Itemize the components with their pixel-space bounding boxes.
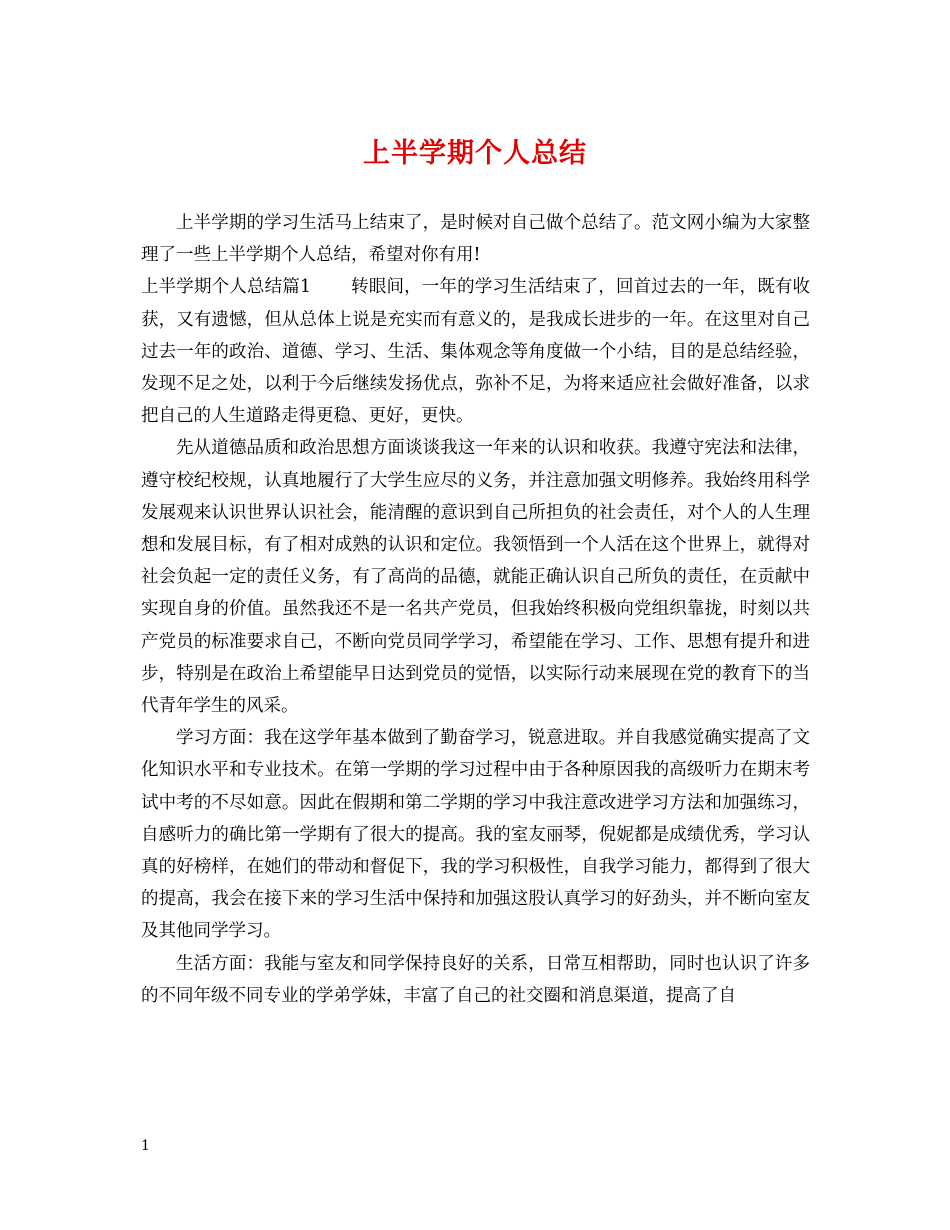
section-heading: 上半学期个人总结篇1 (141, 277, 312, 298)
document-body (141, 207, 810, 1012)
paragraph-life: 生活方面：我能与室友和同学保持良好的关系，日常互相帮助，同时也认识了许多的不同年级不同专业的学弟学妹，丰富了自己的社交圈和消息渠道，提高了自 (141, 953, 810, 1006)
paragraph-morality: 先从道德品质和政治思想方面谈谈我这一年来的认识和收获。我遵守宪法和法律，遵守校纪校规，认真地履行了大学生应尽的义务，并注意加强文明修养。我始终用科学发展观来认识世界认识社会，能清醒的意识到自己所担负的社会责任，对个人的人生理想和发展目标，有了相对成熟的认识和定位。我领悟到一个人活在这个世界上，就得对社会负起一定的责任义务，有了高尚的品德，就能正确认识自己所负的责任，在贡献中实现自身的价值。虽然我还不是一名共产党员，但我始终积极向党组织靠拢，时刻以共产党员的标准要求自己，不断向党员同学学习，希望能在学习、工作、思想有提升和进步，特别是在政治上希望能早日达到党员的觉悟，以实际行动来展现在党的教育下的当代青年学生的风采。 (141, 438, 810, 717)
paragraph-study: 学习方面：我在这学年基本做到了勤奋学习，锐意进取。并自我感觉确实提高了文化知识水平和专业技术。在第一学期的学习过程中由于各种原因我的高级听力在期末考试中考的不尽如意。因此在假期和第二学期的学习中我注意改进学习方法和加强练习，自感听力的确比第一学期有了很大的提高。我的室友丽琴，倪妮都是成绩优秀，学习认真的好榜样，在她们的带动和督促下，我的学习积极性，自我学习能力，都得到了很大的提高，我会在接下来的学习生活中保持和加强这股认真学习的好劲头，并不断向室友及其他同学学习。 (141, 728, 810, 942)
page-number: 1 (141, 1138, 150, 1154)
section-paragraph (141, 271, 810, 432)
page-title: 上半学期个人总结 (363, 138, 587, 169)
section-first-paragraph: 转眼间，一年的学习生活结束了，回首过去的一年，既有收获，又有遗憾，但从总体上说是充实而有意义的，是我成长进步的一年。在这里对自己过去一年的政治、道德、学习、生活、集体观念等角度做一个小结，目的是总结经验，发现不足之处，以利于今后继续发扬优点，弥补不足，为将来适应社会做好准备，以求把自己的人生道路走得更稳、更好，更快。 (141, 277, 810, 427)
intro-paragraph: 上半学期的学习生活马上结束了，是时候对自己做个总结了。范文网小编为大家整理了一些上半学期个人总结，希望对你有用! (141, 213, 810, 266)
